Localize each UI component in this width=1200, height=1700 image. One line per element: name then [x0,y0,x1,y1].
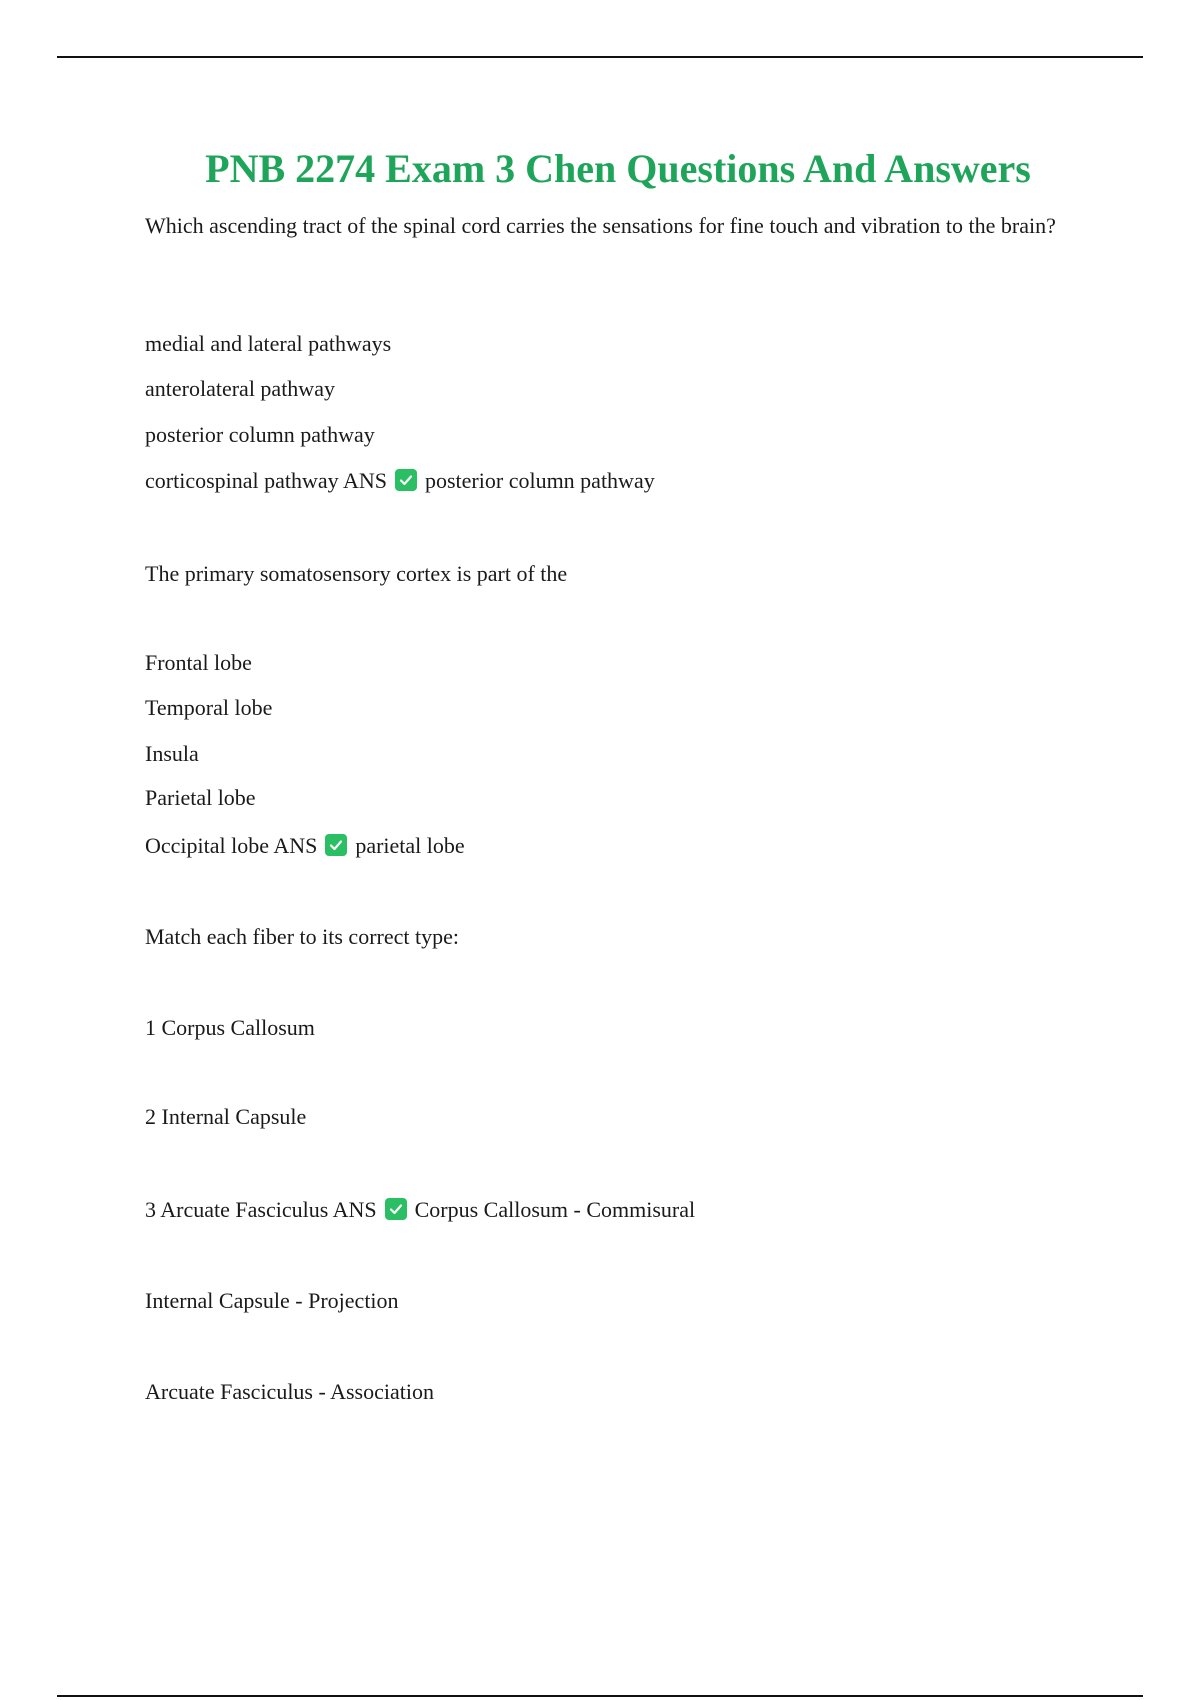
answer-marker: ANS [273,833,318,858]
question-3-option-3: 3 Arcuate Fasciculus [145,1197,329,1222]
question-3-answer-continued-2: Arcuate Fasciculus - Association [145,1379,434,1404]
question-1-option-4: corticospinal pathway [145,468,339,493]
check-icon [395,469,417,491]
question-1-option-2: anterolateral pathway [145,376,335,401]
answer-marker: ANS [342,468,387,493]
question-2-answer-line [145,832,465,860]
question-2-option-3: Insula [145,741,199,766]
question-3-option-1: 1 Corpus Callosum [145,1015,315,1040]
footer-rule [57,1695,1143,1697]
question-3-answer-continued-1: Internal Capsule - Projection [145,1288,399,1313]
question-3-answer-line [145,1196,695,1224]
question-1-answer-line [145,467,655,495]
check-icon [325,834,347,856]
question-3-option-2: 2 Internal Capsule [145,1104,307,1129]
check-icon [385,1198,407,1220]
question-2-answer: parietal lobe [355,833,465,858]
question-1-option-3: posterior column pathway [145,422,375,447]
header-rule [57,56,1143,58]
question-1-option-1: medial and lateral pathways [145,331,392,356]
question-1-prompt: Which ascending tract of the spinal cord carries the sensations for fine touch and vibration to the brain? [145,213,1056,238]
question-2-prompt: The primary somatosensory cortex is part of the [145,561,568,586]
question-2-option-5: Occipital lobe [145,833,270,858]
question-2-option-2: Temporal lobe [145,695,273,720]
answer-marker: ANS [332,1197,377,1222]
question-2-option-1: Frontal lobe [145,650,252,675]
question-3-prompt: Match each fiber to its correct type: [145,924,459,949]
question-1-answer: posterior column pathway [424,468,655,493]
document-title: PNB 2274 Exam 3 Chen Questions And Answers [205,146,1031,191]
question-2-option-4: Parietal lobe [145,785,256,810]
question-3-answer: Corpus Callosum - Commisural [414,1197,696,1222]
